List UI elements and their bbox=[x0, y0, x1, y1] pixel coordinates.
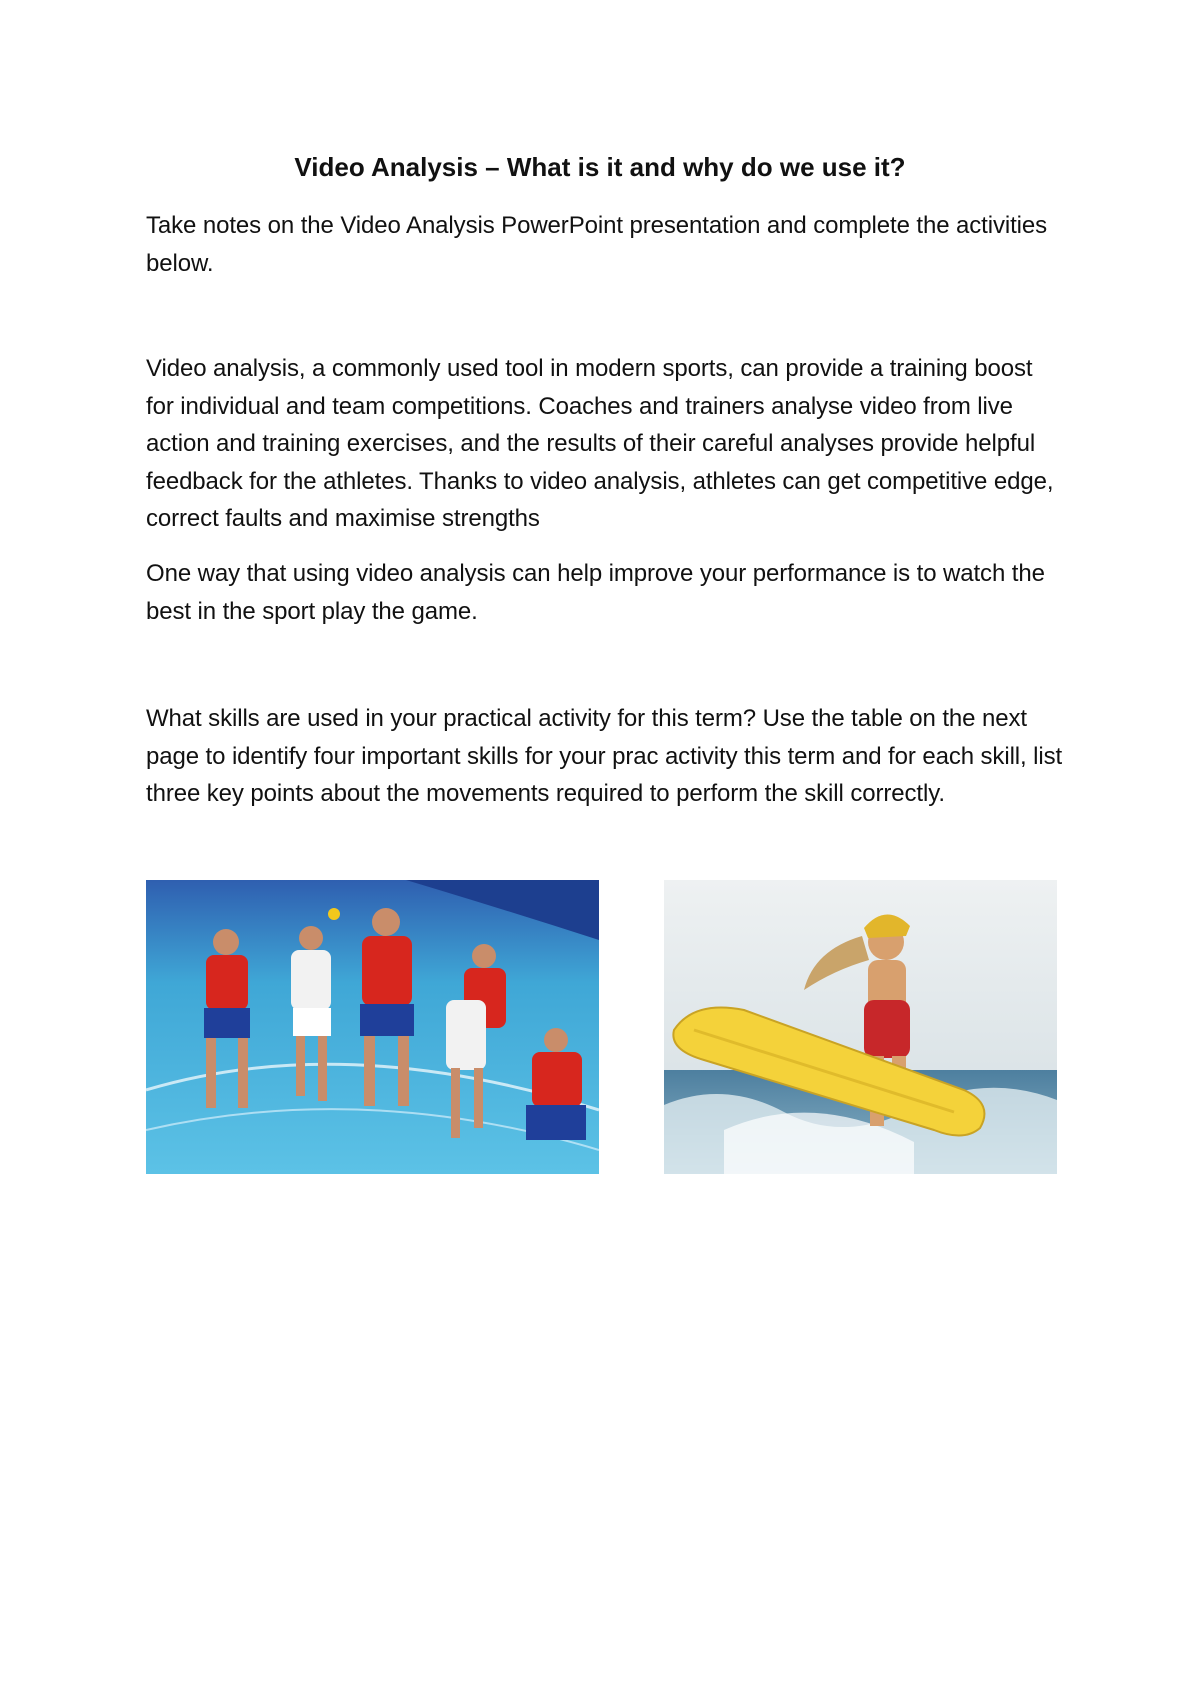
handball-photo-icon bbox=[146, 880, 599, 1174]
lifesaver-photo bbox=[664, 880, 1057, 1174]
page-title: Video Analysis – What is it and why do we use it? bbox=[294, 152, 906, 182]
video-analysis-paragraph: Video analysis, a commonly used tool in modern sports, can provide a training boost for individual and team competitions. Coaches and trainers analyse video from live action and training exercises, and the results of their careful analyses provide helpful feedback for the athletes. Thanks to video analysis, athletes can get competitive edge, correct faults and maximise strengths bbox=[146, 355, 1054, 532]
improve-performance-paragraph: One way that using video analysis can help improve your performance is to watch the best in the sport play the game. bbox=[146, 560, 1045, 625]
handball-photo bbox=[146, 880, 599, 1174]
lifesaver-photo-icon bbox=[664, 880, 1057, 1174]
intro-paragraph: Take notes on the Video Analysis PowerPoint presentation and complete the activities below. bbox=[146, 212, 1048, 277]
skills-question-paragraph: What skills are used in your practical activity for this term? Use the table on the next page to identify four important skills for your prac activity this term and for each skill, list three key points about the movements required to perform the skill correctly. bbox=[146, 705, 1063, 807]
